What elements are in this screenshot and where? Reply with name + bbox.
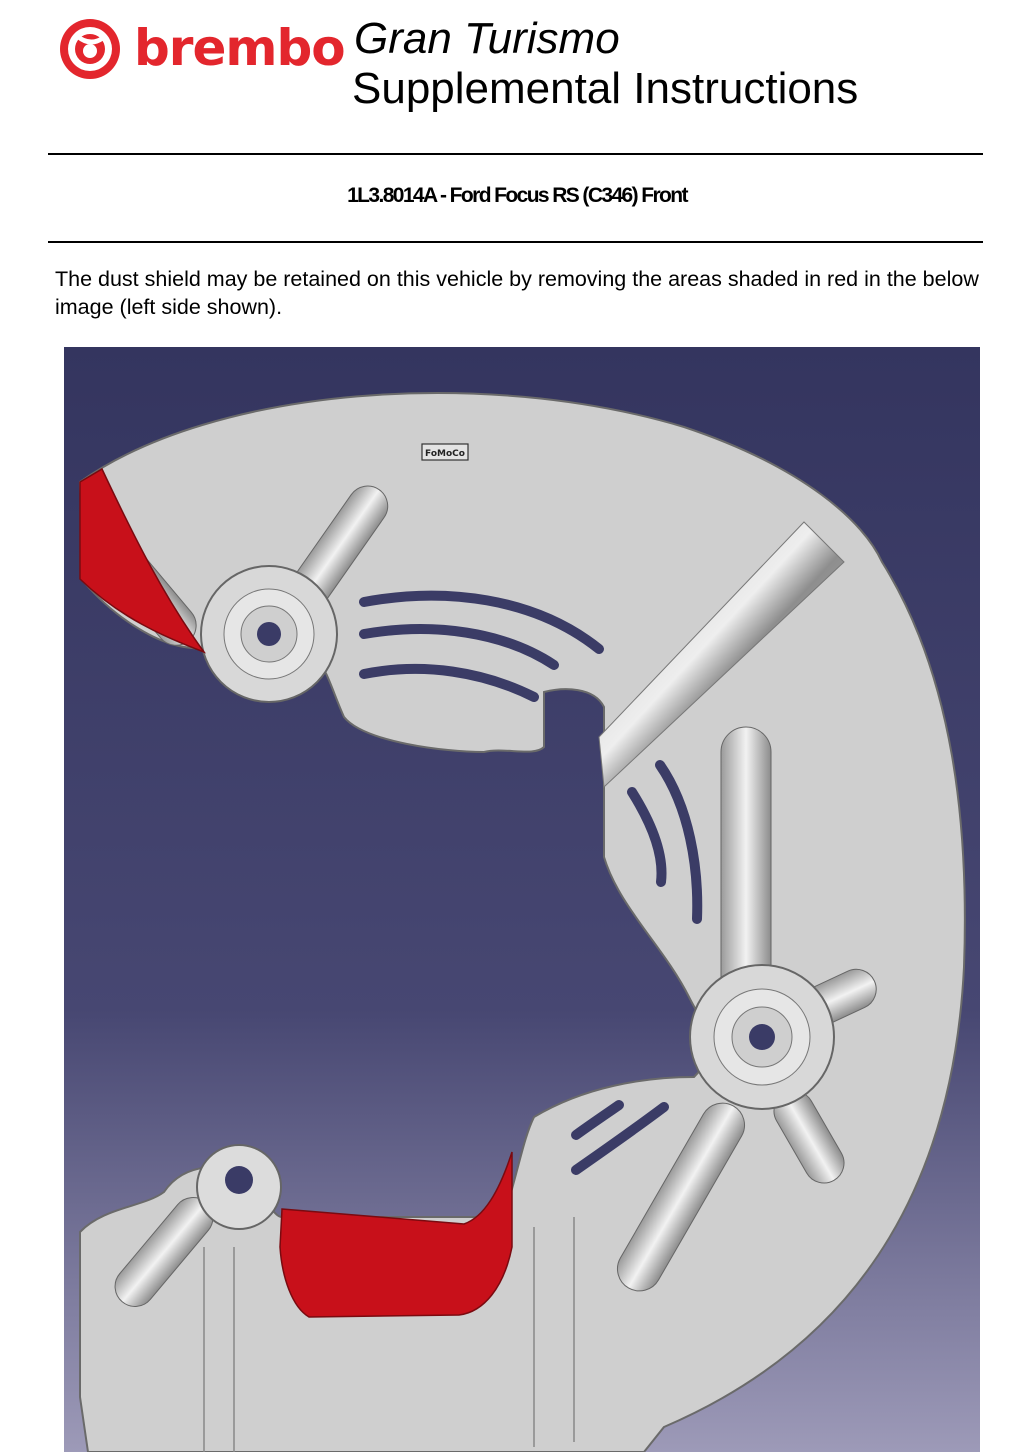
svg-text:FoMoCo: FoMoCo [425, 449, 465, 459]
divider-top [48, 153, 983, 155]
brembo-wordmark: brembo [134, 19, 345, 77]
header-title: Gran Turismo [354, 14, 620, 63]
brembo-disc-icon [56, 14, 128, 86]
header-subtitle: Supplemental Instructions [352, 64, 859, 113]
brembo-logo [56, 14, 345, 86]
dust-shield-drawing [64, 347, 980, 1452]
divider-bottom [48, 241, 983, 243]
part-number: 1L3.8014A - Ford Focus RS (C346) Front [347, 184, 687, 207]
instruction-text: The dust shield may be retained on this vehicle by removing the areas shaded in red in the below image (left side shown). [55, 267, 979, 319]
dust-shield-figure [64, 347, 980, 1452]
fomoco-stamp [422, 444, 468, 460]
